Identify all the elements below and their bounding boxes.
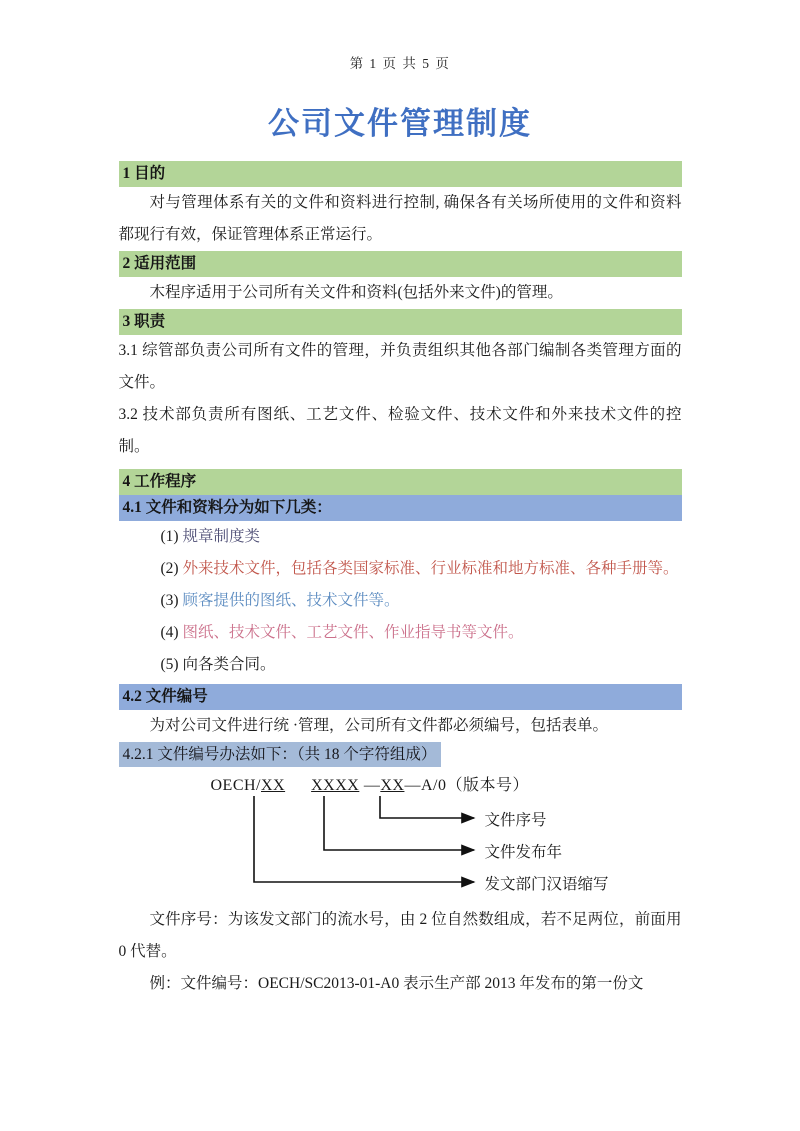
subsection-4-2-paragraph: 为对公司文件进行统 ·管理，公司所有文件都必须编号，包括表单。 xyxy=(149,717,609,734)
code-version: A/0 xyxy=(420,777,447,794)
document-category-list xyxy=(119,521,682,681)
list-item-text: 向各类合同。 xyxy=(182,656,276,673)
subsection-heading-4-2: 4.2 文件编号 xyxy=(119,684,682,710)
code-dept: XX xyxy=(261,777,286,794)
list-item xyxy=(119,585,682,617)
list-item-text: 外来技术文件，包括各类国家标准、行业标准和地方标准、各种手册等。 xyxy=(182,560,679,577)
list-item-number: (1) xyxy=(160,528,179,545)
list-item-number: (5) xyxy=(160,656,179,673)
diagram-label-sequence: 文件序号 xyxy=(484,812,547,829)
section-1-paragraph: 对与管理体系有关的文件和资料进行控制, 确保各有关场所使用的文件和资料都现行有效，保证管理体系正常运行。 xyxy=(118,194,682,243)
section-3-paragraph-2: 3.2 技术部负责所有图纸、工艺文件、检验文件、技术文件和外来技术文件的控制。 xyxy=(118,406,682,455)
section-3-paragraph-1: 3.1 综管部负责公司所有文件的管理，并负责组织其他各部门编制各类管理方面的文件。 xyxy=(118,342,682,391)
list-item-text: 图纸、技术文件、工艺文件、作业指导书等文件。 xyxy=(182,624,524,641)
closing-notes xyxy=(119,904,682,1000)
closing-paragraph-1: 文件序号：为该发文部门的流水号，由 2 位自然数组成，若不足两位，前面用 0 代替。 xyxy=(118,911,682,960)
diagram-label-year: 文件发布年 xyxy=(484,844,563,861)
closing-paragraph-2: 例：文件编号：OECH/SC2013-01-A0 表示生产部 2013 年发布的第一份文 xyxy=(149,975,644,992)
page-title: 公司文件管理制度 xyxy=(268,106,532,142)
list-item-number: (3) xyxy=(160,592,179,609)
section-heading-2: 2 适用范围 xyxy=(119,251,682,277)
list-item-text: 规章制度类 xyxy=(182,528,260,545)
section-heading-4: 4 工作程序 xyxy=(119,469,682,495)
code-year: XXXX xyxy=(311,777,360,794)
subsection-heading-4-2-1-row xyxy=(119,742,682,768)
page-header: 第 1 页 共 5 页 xyxy=(349,56,451,71)
section-2-paragraph: 木程序适用于公司所有关文件和资料(包括外来文件)的管理。 xyxy=(149,284,563,301)
subsection-heading-4-2-1: 4.2.1 文件编号办法如下：（共 18 个字符组成） xyxy=(119,742,442,767)
code-dash-1: — xyxy=(363,777,381,794)
diagram-label-department: 发文部门汉语缩写 xyxy=(484,876,609,893)
code-prefix: OECH/ xyxy=(210,777,261,794)
code-version-note: （版本号） xyxy=(446,777,529,794)
list-item xyxy=(119,617,682,649)
list-item-number: (2) xyxy=(160,560,179,577)
list-item-text: 顾客提供的图纸、技术文件等。 xyxy=(182,592,400,609)
section-heading-3: 3 职责 xyxy=(119,309,682,335)
list-item xyxy=(119,521,682,553)
file-number-diagram xyxy=(119,772,682,900)
code-seq: XX xyxy=(380,777,405,794)
subsection-heading-4-1: 4.1 文件和资料分为如下几类： xyxy=(119,495,682,521)
list-item-number: (4) xyxy=(160,624,179,641)
section-heading-1: 1 目的 xyxy=(119,161,682,187)
document-body xyxy=(119,161,682,1000)
code-dash-2: — xyxy=(404,777,421,794)
list-item xyxy=(119,649,682,681)
list-item xyxy=(119,553,682,585)
